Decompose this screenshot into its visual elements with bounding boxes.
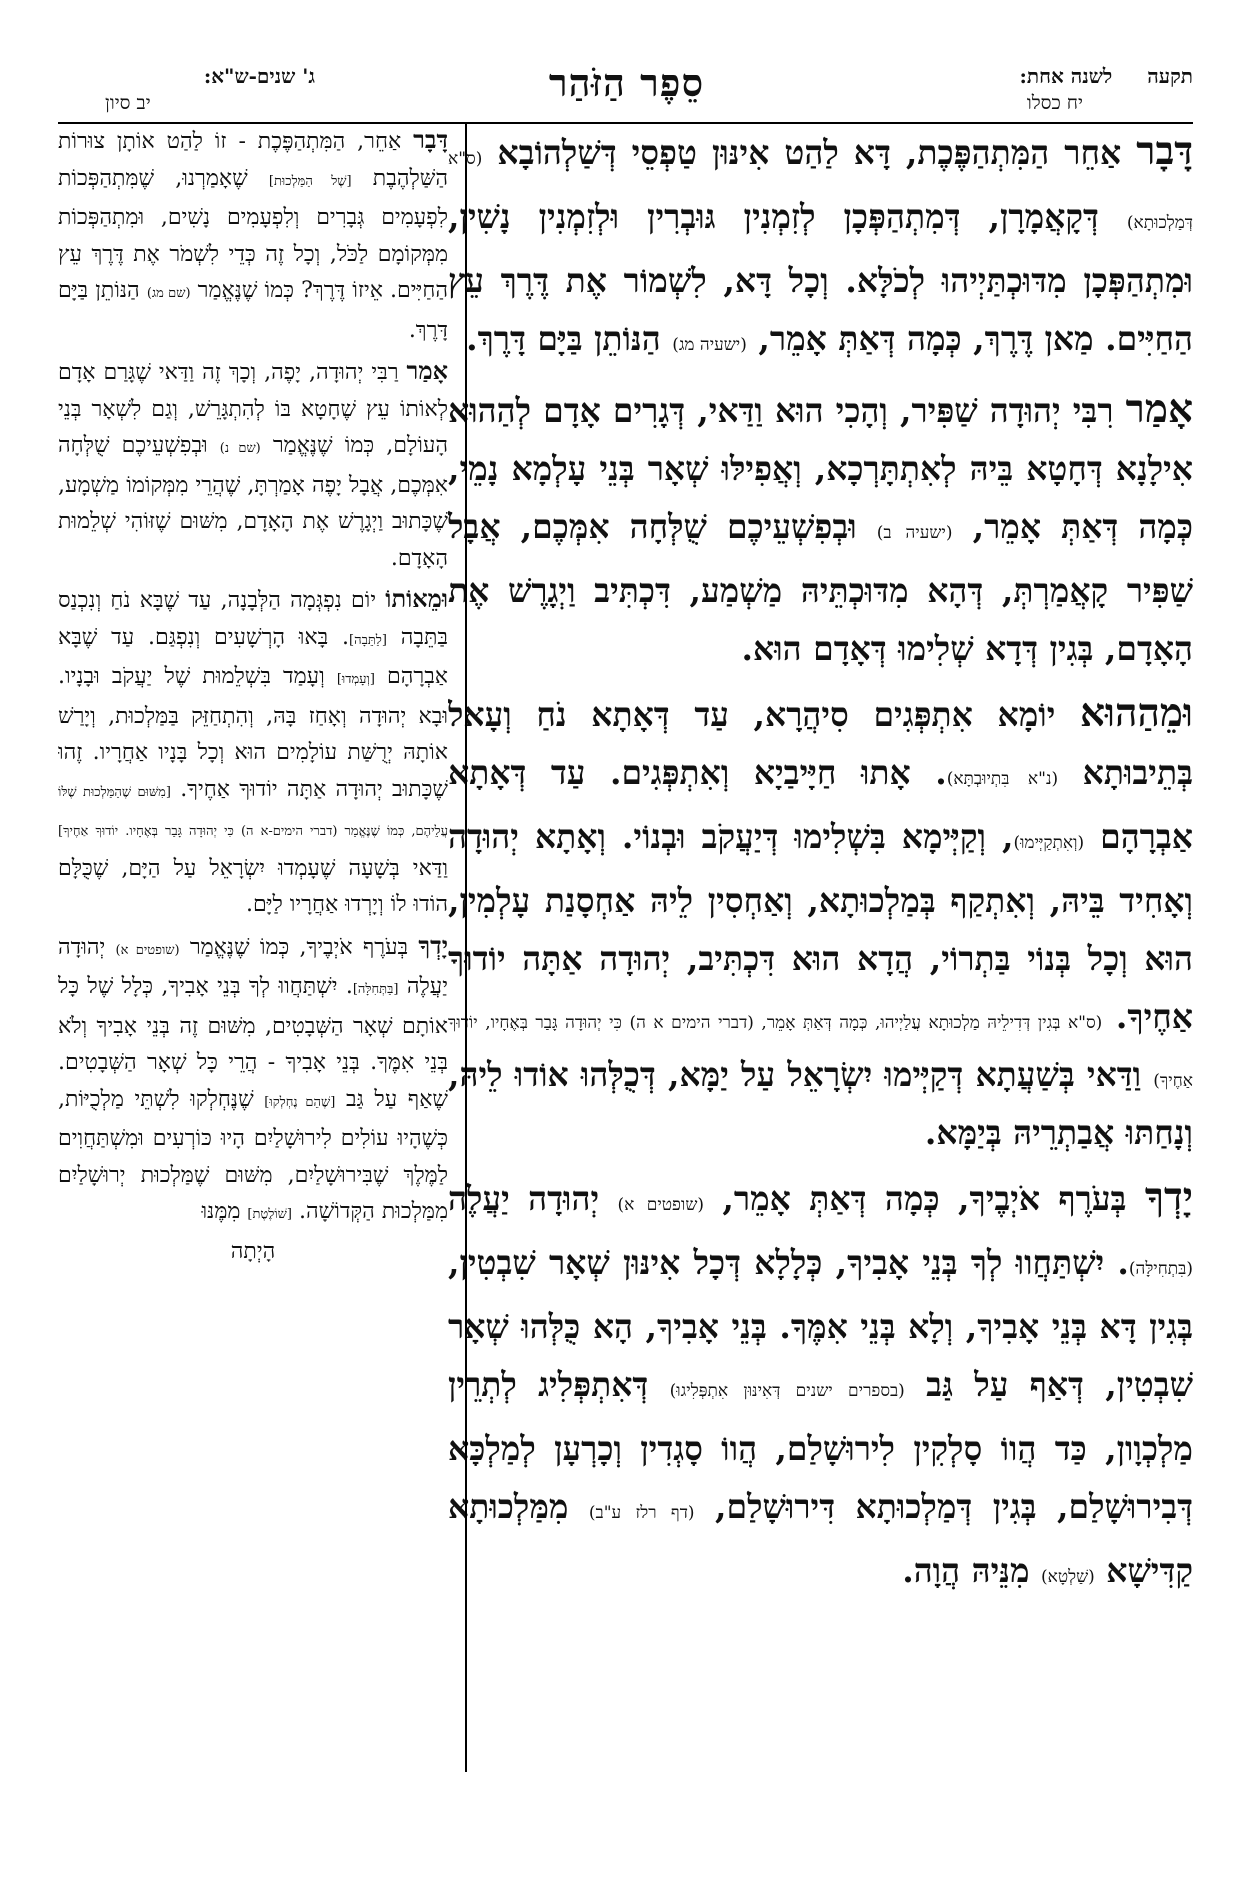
text-run: . יִשְׁתַּחֲווּ לְךָ בְּנֵי אָבִיךָ, כְּלָל שֶׁל כָּל אוֹתָם שְׁאָר הַשְּׁבָטִים, מִשּׁוּם זֶה בְּנֵי אָבִיךָ וְלֹא בְּנֵי אִמֶּךָ. בְּנֵי אָבִיךָ - הֲרֵי כָּל שְׁאָר הַשְּׁבָטִים. שֶׁאַף עַל גַּב: [58, 974, 448, 1112]
source-reference: (שם נ): [219, 441, 261, 456]
text-run: בְּעֹרֶף אֹיְבֶיךָ, כְּמָה דְּאַתְּ אָמֵר,: [722, 1179, 1127, 1218]
page-number: תקעה: [1147, 64, 1193, 88]
header-right-line1: לשנה אחת:: [1019, 64, 1113, 88]
header-left: [95, 64, 315, 115]
text-run: וּבְפִשְׁעֵיכֶם שֻׁלְּחָה אִמְּכֶם, אֲבָל שַׁפִּיר קָאֲמַרְתְּ, דְּהָא מִדּוּכְתֵּיהּ מַשְׁמַע, דִּכְתִּיב וַיְגָרֶשׁ אֶת הָאָדָם, בְּגִין דְּדָא שְׁלִימוּ דְּאָדָם הוּא.: [448, 507, 1193, 668]
main-paragraph-1: [448, 122, 1193, 374]
text-run: , וְקַיְּימָא בִּשְׁלִימוּ דְּיַעֲקֹב וּבְנוֹי. וְאָתָא יְהוּדָה וְאָחִיד בֵּיהּ, וְאִתְקַף בְּמַלְכוּתָא, וְאַחְסִין לֵיהּ אַחְסָנַת עָלְמִין, הוּא וְכָל בְּנוֹי בַּתְרוֹי, הֲדָא הוּא דִּכְתִּיב, יְהוּדָה אַתָּה יוֹדוּךָ אַחֶיךָ.: [448, 817, 1193, 1036]
source-reference: (בספרים ישנים דְּאִינּוּן אִתְפְּלִיגוּ): [669, 1381, 905, 1401]
text-run: יוֹמָא אִתְפְּגִים סִיהֲרָא, עַד דְּאָתָא נֹחַ וְעָאל בְּתֵיבוּתָא: [448, 695, 1193, 792]
text-run: וּבְפִשְׁעֵיכֶם שֻׁלְּחָה אִמְּכֶם, אֲבָל יָפֶה אָמַרְתָּ, שֶׁהֲרֵי מִמְּקוֹמוֹ מַשְׁמָע, שֶׁכָּתוּב וַיְגָרֶשׁ אֶת הָאָדָם, מִשּׁוּם שֶׁזּוֹהִי שְׁלֵמוּת הָאָדָם.: [58, 433, 448, 571]
text-run: רַבִּי יְהוּדָה, יָפֶה, וְכָךְ זֶה וַדַּאי שֶׁגָּרַם אָדָם לְאוֹתוֹ עֵץ שֶׁחָטָא בּוֹ לְהִתְגָּרֵשׁ, וְגַם לִשְׁאָר בְּנֵי הָעוֹלָם, כְּמוֹ שֶׁנֶּאֱמַר: [58, 360, 448, 458]
source-reference: (ס"א דְּמַלְכוּתָא): [448, 149, 1193, 233]
main-paragraph-3: [448, 684, 1193, 1162]
text-run: יְהוּדָה יַעֲלֶה: [448, 1179, 600, 1218]
source-reference: [שׁוֹלֶטֶת]: [247, 1207, 292, 1222]
source-reference: (שופטים א): [115, 942, 180, 958]
text-run: וַדַּאי בְּשַׁעֲתָא דְּקַיְּימוּ יִשְׂרָאֵל עַל יַמָּא, דְּכֻלְּהוּ אוֹדוּ לֵיהּ, וְנָחַתּוּ אֲבַתְרֵיהּ בְּיַמָּא.: [448, 1055, 1193, 1152]
header-left-line2: יב סיון: [105, 92, 151, 114]
source-reference: [מִשּׁוּם שֶׁהַמַּלְכוּת שֶׁלּוֹ עֲלֵיהֶם, כְּמוֹ שֶׁנֶּאֱמַר (דברי הימים-א ה) כִּי יְהוּדָה גָּבַר בְּאֶחָיו. יוֹדוּךָ אַחֶיךָ]: [58, 784, 448, 839]
header-left-line1: ג' שנים-ש"א:: [203, 64, 315, 88]
side-paragraph-3: [58, 581, 448, 924]
opening-word: וּמֵהַהוּא: [1080, 690, 1193, 736]
source-reference: [לַתֵּבָה]: [349, 632, 387, 648]
page-title: סֵפֶר הַזֹּהַר: [548, 60, 705, 105]
text-run: מִנֵּיהּ הֲוָה.: [902, 1551, 1030, 1590]
text-run: . בָּאוּ הָרְשָׁעִים וְנִפְגַּם. עַד שֶׁבָּא אַבְרָהָם: [58, 624, 448, 689]
text-run: אַחֵר, הַמִּתְהַפֶּכֶת - זוֹ לַהַט אוֹתָן צוּרוֹת הַשַּׁלְהֶבֶת: [58, 129, 448, 191]
main-paragraph-2: [448, 380, 1193, 678]
source-reference: (וְאִתְקַיְּימוּ): [1013, 833, 1085, 853]
text-run: מִמַּלְכוּתָא קַדִּישָׁא: [448, 1487, 1193, 1590]
source-reference: (שם מג): [146, 286, 191, 301]
source-reference: (נ"א בִּתְיוּבְתָּא): [946, 769, 1059, 789]
opening-word: וּמֵאוֹתוֹ: [385, 584, 448, 613]
text-run: וַדַּאי בְּשָׁעָה שֶׁעָמְדוּ יִשְׂרָאֵל עַל הַיָּם, שֶׁכֻּלָּם הוֹדוּ לוֹ וְיָרְדוּ אַחֲרָיו לַיָּם.: [58, 855, 448, 917]
text-run: . אָתוּ חַיָּיבַיָא וְאִתְפְּגִים. עַד דְּאָתָא אַבְרָהָם: [448, 753, 1193, 856]
text-run: שֶׁנֶּחְלְקוּ לִשְׁתֵּי מַלְכֻיּוֹת, כְּשֶׁהָיוּ עוֹלִים לִירוּשָׁלַיִם הָיוּ כּוֹרְעִים וּמִשְׁתַּחֲוִים לַמֶּלֶךְ שֶׁבִּירוּשָׁלַיִם, מִשּׁוּם שֶׁמַּלְכוּת יְרוּשָׁלַיִם מִמַּלְכוּת הַקְּדוֹשָׁה.: [58, 1086, 448, 1224]
text-run: דְּקָאֲמָרָן, דְּמִתְהַפְּכָן לְזִמְנִין גּוּבְרִין וּלְזִמְנִין נָשִׁין, וּמִתְהַפְּכָן מִדּוּכְתַּיְיהוּ לְכֹלָּא. וְכָל דָּא, לִשְׁמוֹר אֶת דֶּרֶךְ עֵץ הַחַיִּים. מַאן דֶּרֶךְ, כְּמָה דְּאַתְּ אָמֵר,: [448, 197, 1193, 358]
opening-word: אָמַר: [406, 356, 448, 385]
text-run: אַחֵר הַמִּתְהַפֶּכֶת, דָּא לַהַט אִינּוּן טַפְסֵי דְּשַׁלְהוֹבָא: [497, 133, 1122, 172]
main-paragraph-4: [448, 1168, 1193, 1606]
catchword: הָיְתָה: [230, 1238, 276, 1264]
source-reference: (שופטים א): [617, 1195, 704, 1215]
source-reference: (ס"א בְּגִין דְּדִילֵיהּ מַלְכוּתָא עֲלַיְיהוּ, כְּמָה דְּאַתְּ אָמֵר, (דברי הימים א ה) כִּי יְהוּדָה גָּבַר בְּאֶחָיו, יוֹדוּךָ אַחֶיךָ): [448, 1013, 1193, 1091]
source-reference: (ישעיה מג): [672, 335, 747, 355]
source-reference: (ישעיה ב): [876, 523, 953, 543]
source-reference: (בִּתְחִילָּה): [1128, 1259, 1193, 1279]
source-reference: [שֶׁל הַמַּלְכוּת]: [268, 173, 352, 189]
source-reference: [בַּתְּחִלָּה]: [352, 982, 399, 997]
text-run: הַנּוֹתֵן בַּיָּם דָּרֶךְ.: [58, 278, 448, 343]
text-run: יְהוּדָה יַעֲלֶה: [58, 934, 448, 999]
main-text-column: [448, 122, 1193, 1772]
opening-word: יָדְךָ: [418, 930, 448, 960]
text-run: יוֹם נִפְגְּמָה הַלְּבָנָה, עַד שֶׁבָּא נֹחַ וְנִכְנַס בַּתֵּבָה: [58, 588, 448, 650]
translation-column: [58, 122, 448, 1772]
text-run: וְעָמַד בִּשְׁלֵמוּת שֶׁל יַעֲקֹב וּבָנָיו. וּבָא יְהוּדָה וְאָחַז בָּהּ, וְהִתְחַזֵּק בַּמַּלְכוּת, וְיָרַשׁ אוֹתָהּ יְרֻשַּׁת עוֹלָמִים הוּא וְכָל בָּנָיו אַחֲרָיו. זֶהוּ שֶׁכָּתוּב יְהוּדָה אַתָּה יוֹדוּךָ אַחֶיךָ.: [58, 664, 448, 802]
opening-word: דָּבָר: [413, 125, 448, 154]
text-run: . יִשְׁתַּחֲווּ לְךָ בְּנֵי אָבִיךָ, כְּלָלָא דְּכָל אִינּוּן שְׁאָר שִׁבְטִין, בְּגִין דָּא בְּנֵי אָבִיךָ, וְלָא בְּנֵי אִמֶּךָ. בְּנֵי אָבִיךָ, הָא כֻּלְּהוּ שְׁאָר שִׁבְטִין, דְּאַף עַל גַּב: [448, 1243, 1193, 1404]
source-reference: (דף רלז ע"ב): [588, 1503, 695, 1523]
text-run: רִבִּי יְהוּדָה שַׁפִּיר, וְהָכִי הוּא וַדַּאי, דְּגָרִים אָדָם לְהַהוּא אִילָנָא דְּחָטָא בֵּיהּ לְאִתְתָּרְכָא, וְאֲפִילּוּ שְׁאָר בְּנֵי עָלְמָא נָמֵי, כְּמָה דְּאַתְּ אָמֵר,: [448, 391, 1193, 546]
text-run: מִמֶּנּוּ: [201, 1199, 241, 1224]
source-reference: (שַׁלְטָא): [1041, 1567, 1095, 1587]
side-paragraph-4: [58, 928, 448, 1271]
side-paragraph-2: [58, 353, 448, 577]
column-divider: [465, 122, 467, 1772]
opening-word: יָדְךָ: [1144, 1174, 1193, 1220]
side-paragraph-1: [58, 122, 448, 349]
text-run: הַנּוֹתֵן בַּיָּם דָּרֶךְ.: [466, 319, 661, 358]
opening-word: אָמַר: [1125, 386, 1193, 432]
opening-word: דָּבָר: [1136, 128, 1193, 174]
source-reference: [וְעָמְדוּ]: [336, 672, 375, 687]
text-run: שֶׁאָמַרְנוּ, שֶׁמִּתְהַפְּכוֹת לִפְעָמִים גְּבָרִים וְלִפְעָמִים נָשִׁים, וּמִתְהַפְּכוֹת מִמְּקוֹמָם לַכֹּל, וְכָל זֶה כְּדֵי לִשְׁמֹר אֶת דֶּרֶךְ עֵץ הַחַיִּים. אֵיזוֹ דֶּרֶךְ? כְּמוֹ שֶׁנֶּאֱמַר: [58, 165, 448, 303]
text-run: דְּאִתְפְּלִיג לְתְרֵין מַלְכְוָון, כַּד הֲווֹ סָלְקִין לִירוּשָׁלַם, הֲווֹ סָגְדִין וְכָרְעָן לְמַלְכָּא דְּבִירוּשָׁלַם, בְּגִין דְּמַלְכוּתָא דִּירוּשָׁלַם,: [448, 1365, 1193, 1526]
text-run: בְּעֹרֶף אֹיְבֶיךָ, כְּמוֹ שֶׁנֶּאֱמַר: [189, 934, 409, 960]
source-reference: [שֶׁהֵם נֶחְלְקוּ]: [264, 1094, 336, 1110]
header-right-line2: יח כסלו: [1026, 92, 1083, 114]
